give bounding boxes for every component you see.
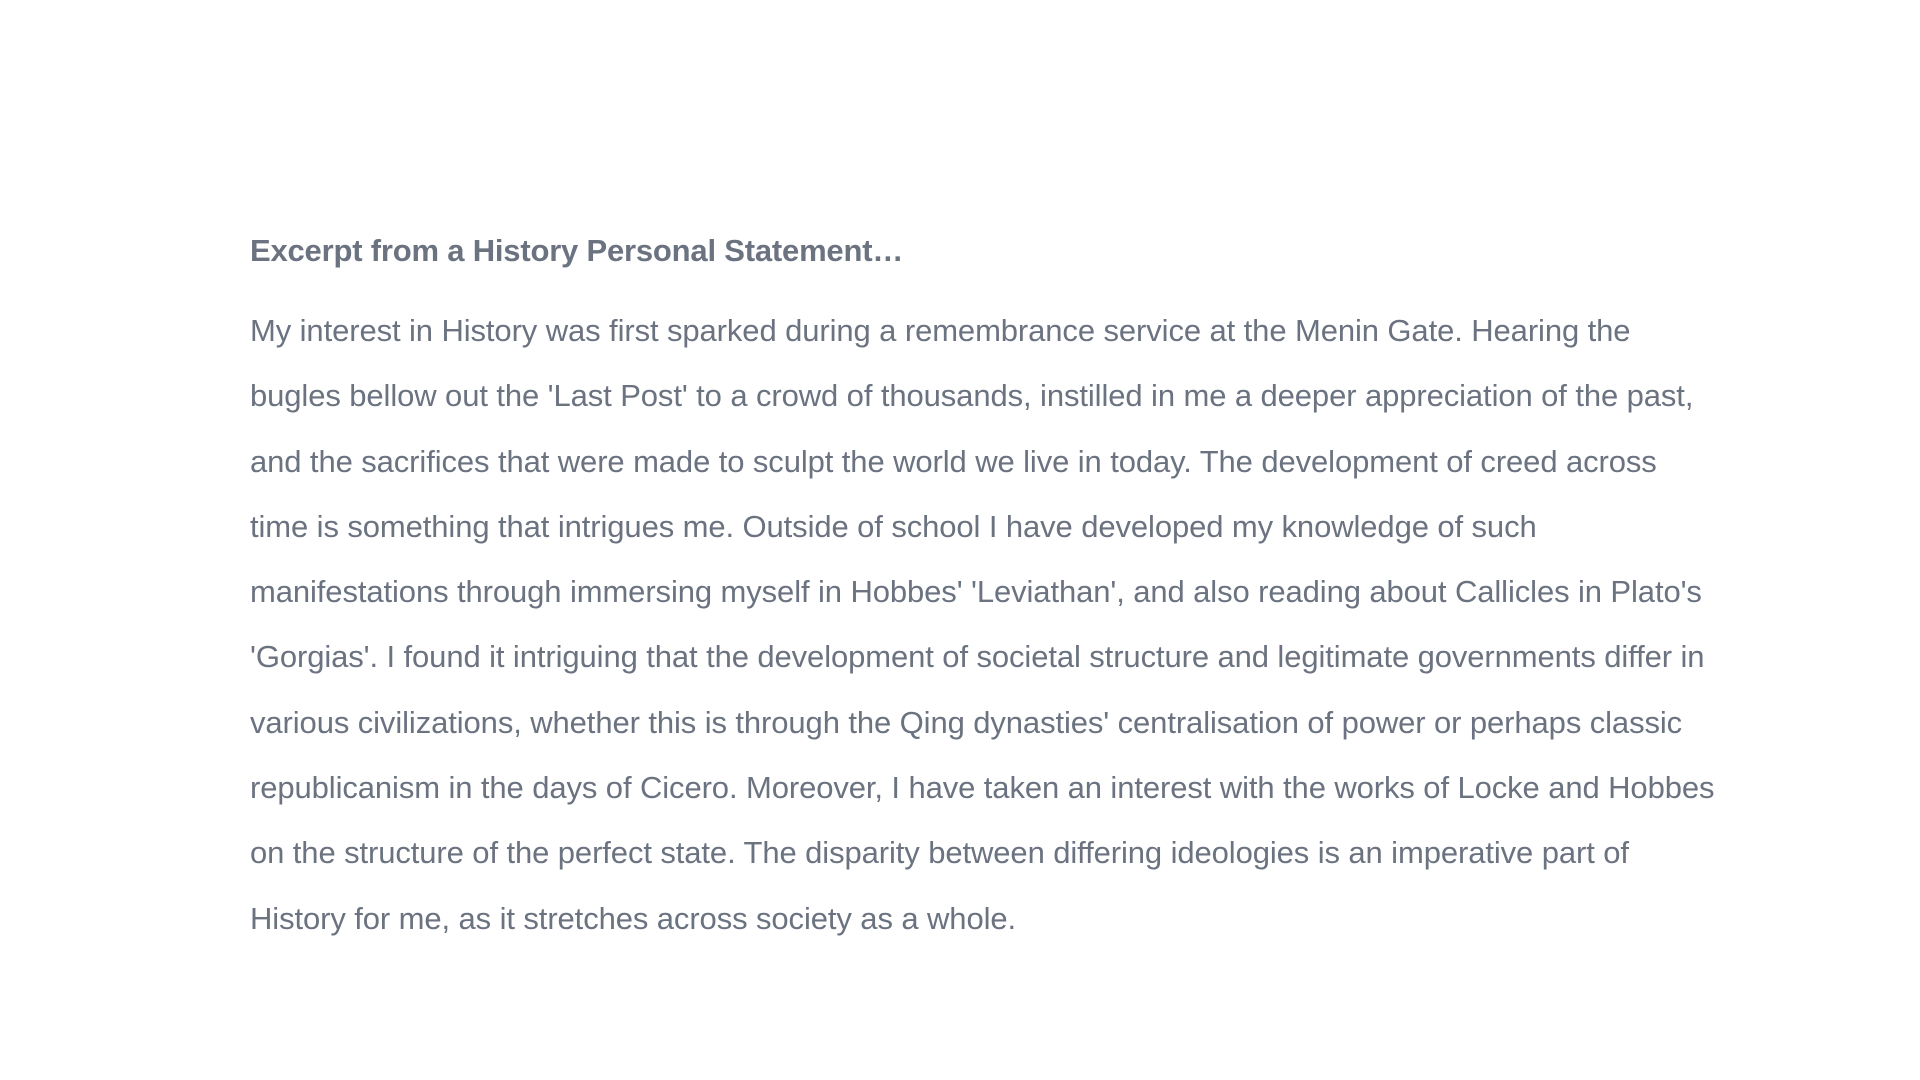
excerpt-heading: Excerpt from a History Personal Statement… [250,233,904,268]
excerpt-section [250,228,1720,951]
excerpt-paragraph: My interest in History was first sparked during a remembrance service at the Menin Gate. Hearing the bugles bellow out the 'Last Post' to a crowd of thousands, instilled in me a deeper appreciation of the past, and the sacrifices that were made to sculpt the world we live in today. The development of creed across time is something that intrigues me. Outside of school I have developed my knowledge of such manifestations through immersing myself in Hobbes' 'Leviathan', and also reading about Callicles in Plato's 'Gorgias'. I found it intriguing that the development of societal structure and legitimate governments differ in various civilizations, whether this is through the Qing dynasties' centralisation of power or perhaps classic republicanism in the days of Cicero. Moreover, I have taken an interest with the works of Locke and Hobbes on the structure of the perfect state. The disparity between differing ideologies is an imperative part of History for me, as it stretches across society as a whole. [250,313,1715,936]
